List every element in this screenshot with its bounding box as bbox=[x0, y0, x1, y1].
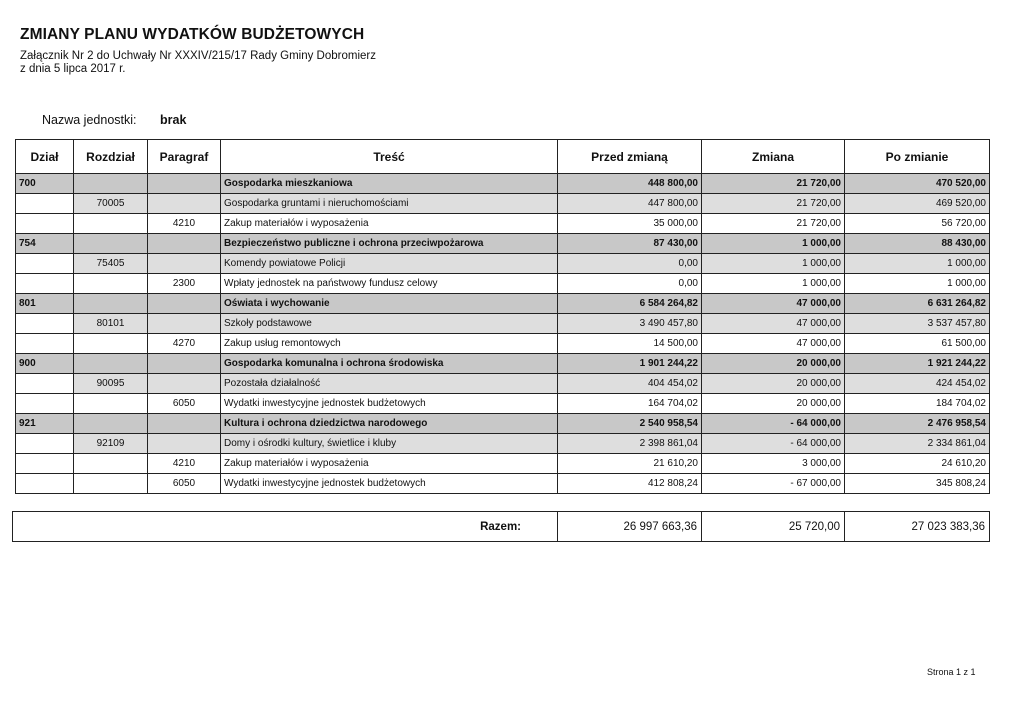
przed-zmiana-value: 6 584 264,82 bbox=[558, 294, 702, 314]
dzial-code: 900 bbox=[16, 354, 74, 374]
rozdzial-code bbox=[74, 354, 148, 374]
paragraf-code: 6050 bbox=[148, 394, 221, 414]
zmiana-value: - 67 000,00 bbox=[702, 474, 845, 494]
document-subtitle: Załącznik Nr 2 do Uchwały Nr XXXIV/215/17 Rady Gminy Dobromierz bbox=[20, 50, 376, 62]
unit-label: Nazwa jednostki: bbox=[42, 113, 137, 127]
po-zmianie-value: 184 704,02 bbox=[845, 394, 990, 414]
zmiana-value: 21 720,00 bbox=[702, 194, 845, 214]
przed-zmiana-value: 448 800,00 bbox=[558, 174, 702, 194]
paragraf-code bbox=[148, 254, 221, 274]
header-dzial: Dział bbox=[16, 140, 74, 174]
przed-zmiana-value: 14 500,00 bbox=[558, 334, 702, 354]
header-przed-zmiana: Przed zmianą bbox=[558, 140, 702, 174]
table-header-row bbox=[16, 140, 990, 174]
row-name: Bezpieczeństwo publiczne i ochrona przeciwpożarowa bbox=[221, 234, 558, 254]
header-rozdzial: Rozdział bbox=[74, 140, 148, 174]
row-name: Zakup usług remontowych bbox=[221, 334, 558, 354]
table-row-paragraf bbox=[16, 334, 990, 354]
zmiana-value: 3 000,00 bbox=[702, 454, 845, 474]
zmiana-value: 21 720,00 bbox=[702, 174, 845, 194]
zmiana-value: - 64 000,00 bbox=[702, 434, 845, 454]
paragraf-code bbox=[148, 374, 221, 394]
rozdzial-code bbox=[74, 214, 148, 234]
zmiana-value: 1 000,00 bbox=[702, 234, 845, 254]
row-name: Wydatki inwestycyjne jednostek budżetowych bbox=[221, 394, 558, 414]
header-paragraf: Paragraf bbox=[148, 140, 221, 174]
paragraf-code bbox=[148, 194, 221, 214]
dzial-code: 921 bbox=[16, 414, 74, 434]
dzial-code bbox=[16, 434, 74, 454]
po-zmianie-value: 469 520,00 bbox=[845, 194, 990, 214]
zmiana-value: 47 000,00 bbox=[702, 294, 845, 314]
summary-przed: 26 997 663,36 bbox=[558, 512, 702, 542]
table-row-paragraf bbox=[16, 274, 990, 294]
table-row-rozdzial bbox=[16, 254, 990, 274]
przed-zmiana-value: 3 490 457,80 bbox=[558, 314, 702, 334]
przed-zmiana-value: 0,00 bbox=[558, 254, 702, 274]
paragraf-code bbox=[148, 294, 221, 314]
row-name: Szkoły podstawowe bbox=[221, 314, 558, 334]
rozdzial-code: 80101 bbox=[74, 314, 148, 334]
summary-po: 27 023 383,36 bbox=[845, 512, 990, 542]
dzial-code bbox=[16, 214, 74, 234]
budget-table bbox=[15, 139, 990, 494]
dzial-code bbox=[16, 474, 74, 494]
header-zmiana: Zmiana bbox=[702, 140, 845, 174]
paragraf-code bbox=[148, 414, 221, 434]
przed-zmiana-value: 87 430,00 bbox=[558, 234, 702, 254]
row-name: Oświata i wychowanie bbox=[221, 294, 558, 314]
summary-row bbox=[13, 512, 990, 542]
rozdzial-code bbox=[74, 474, 148, 494]
zmiana-value: 21 720,00 bbox=[702, 214, 845, 234]
paragraf-code bbox=[148, 354, 221, 374]
dzial-code bbox=[16, 334, 74, 354]
po-zmianie-value: 24 610,20 bbox=[845, 454, 990, 474]
dzial-code: 754 bbox=[16, 234, 74, 254]
dzial-code bbox=[16, 394, 74, 414]
table-row-dzial bbox=[16, 294, 990, 314]
paragraf-code: 4270 bbox=[148, 334, 221, 354]
po-zmianie-value: 6 631 264,82 bbox=[845, 294, 990, 314]
paragraf-code bbox=[148, 174, 221, 194]
rozdzial-code bbox=[74, 234, 148, 254]
paragraf-code: 6050 bbox=[148, 474, 221, 494]
zmiana-value: - 64 000,00 bbox=[702, 414, 845, 434]
row-name: Domy i ośrodki kultury, świetlice i kluby bbox=[221, 434, 558, 454]
po-zmianie-value: 3 537 457,80 bbox=[845, 314, 990, 334]
przed-zmiana-value: 2 398 861,04 bbox=[558, 434, 702, 454]
rozdzial-code bbox=[74, 274, 148, 294]
table-body bbox=[16, 174, 990, 494]
przed-zmiana-value: 404 454,02 bbox=[558, 374, 702, 394]
rozdzial-code: 90095 bbox=[74, 374, 148, 394]
przed-zmiana-value: 412 808,24 bbox=[558, 474, 702, 494]
rozdzial-code: 70005 bbox=[74, 194, 148, 214]
po-zmianie-value: 1 000,00 bbox=[845, 254, 990, 274]
paragraf-code: 2300 bbox=[148, 274, 221, 294]
row-name: Kultura i ochrona dziedzictwa narodowego bbox=[221, 414, 558, 434]
page-number: Strona 1 z 1 bbox=[927, 667, 976, 677]
table-row-paragraf bbox=[16, 214, 990, 234]
zmiana-value: 20 000,00 bbox=[702, 374, 845, 394]
row-name: Gospodarka komunalna i ochrona środowiska bbox=[221, 354, 558, 374]
document-title: ZMIANY PLANU WYDATKÓW BUDŻETOWYCH bbox=[20, 26, 365, 43]
przed-zmiana-value: 35 000,00 bbox=[558, 214, 702, 234]
unit-value: brak bbox=[160, 113, 187, 127]
zmiana-value: 1 000,00 bbox=[702, 274, 845, 294]
zmiana-value: 47 000,00 bbox=[702, 314, 845, 334]
table-row-paragraf bbox=[16, 474, 990, 494]
po-zmianie-value: 88 430,00 bbox=[845, 234, 990, 254]
dzial-code bbox=[16, 194, 74, 214]
row-name: Pozostała działalność bbox=[221, 374, 558, 394]
po-zmianie-value: 1 000,00 bbox=[845, 274, 990, 294]
rozdzial-code bbox=[74, 334, 148, 354]
paragraf-code bbox=[148, 314, 221, 334]
summary-zmiana: 25 720,00 bbox=[702, 512, 845, 542]
po-zmianie-value: 61 500,00 bbox=[845, 334, 990, 354]
dzial-code: 801 bbox=[16, 294, 74, 314]
rozdzial-code bbox=[74, 174, 148, 194]
przed-zmiana-value: 21 610,20 bbox=[558, 454, 702, 474]
header-tresc: Treść bbox=[221, 140, 558, 174]
zmiana-value: 1 000,00 bbox=[702, 254, 845, 274]
dzial-code bbox=[16, 274, 74, 294]
row-name: Gospodarka mieszkaniowa bbox=[221, 174, 558, 194]
przed-zmiana-value: 0,00 bbox=[558, 274, 702, 294]
przed-zmiana-value: 1 901 244,22 bbox=[558, 354, 702, 374]
table-row-rozdzial bbox=[16, 434, 990, 454]
rozdzial-code bbox=[74, 394, 148, 414]
document-date: z dnia 5 lipca 2017 r. bbox=[20, 63, 126, 75]
table-row-dzial bbox=[16, 354, 990, 374]
paragraf-code bbox=[148, 434, 221, 454]
rozdzial-code bbox=[74, 454, 148, 474]
summary-table bbox=[12, 511, 990, 542]
rozdzial-code: 75405 bbox=[74, 254, 148, 274]
row-name: Wydatki inwestycyjne jednostek budżetowych bbox=[221, 474, 558, 494]
table-row-rozdzial bbox=[16, 374, 990, 394]
table-row-rozdzial bbox=[16, 194, 990, 214]
rozdzial-code bbox=[74, 414, 148, 434]
przed-zmiana-value: 447 800,00 bbox=[558, 194, 702, 214]
przed-zmiana-value: 2 540 958,54 bbox=[558, 414, 702, 434]
row-name: Komendy powiatowe Policji bbox=[221, 254, 558, 274]
rozdzial-code: 92109 bbox=[74, 434, 148, 454]
table-row-rozdzial bbox=[16, 314, 990, 334]
dzial-code bbox=[16, 374, 74, 394]
paragraf-code bbox=[148, 234, 221, 254]
table-row-dzial bbox=[16, 234, 990, 254]
table-row-paragraf bbox=[16, 454, 990, 474]
dzial-code bbox=[16, 454, 74, 474]
zmiana-value: 20 000,00 bbox=[702, 354, 845, 374]
przed-zmiana-value: 164 704,02 bbox=[558, 394, 702, 414]
po-zmianie-value: 1 921 244,22 bbox=[845, 354, 990, 374]
zmiana-value: 47 000,00 bbox=[702, 334, 845, 354]
zmiana-value: 20 000,00 bbox=[702, 394, 845, 414]
po-zmianie-value: 2 476 958,54 bbox=[845, 414, 990, 434]
header-po-zmianie: Po zmianie bbox=[845, 140, 990, 174]
po-zmianie-value: 2 334 861,04 bbox=[845, 434, 990, 454]
row-name: Gospodarka gruntami i nieruchomościami bbox=[221, 194, 558, 214]
table-row-dzial bbox=[16, 414, 990, 434]
paragraf-code: 4210 bbox=[148, 214, 221, 234]
po-zmianie-value: 56 720,00 bbox=[845, 214, 990, 234]
dzial-code bbox=[16, 314, 74, 334]
table-row-paragraf bbox=[16, 394, 990, 414]
row-name: Zakup materiałów i wyposażenia bbox=[221, 214, 558, 234]
table-row-dzial bbox=[16, 174, 990, 194]
rozdzial-code bbox=[74, 294, 148, 314]
summary-label: Razem: bbox=[13, 512, 558, 542]
dzial-code: 700 bbox=[16, 174, 74, 194]
po-zmianie-value: 345 808,24 bbox=[845, 474, 990, 494]
row-name: Wpłaty jednostek na państwowy fundusz celowy bbox=[221, 274, 558, 294]
po-zmianie-value: 470 520,00 bbox=[845, 174, 990, 194]
po-zmianie-value: 424 454,02 bbox=[845, 374, 990, 394]
row-name: Zakup materiałów i wyposażenia bbox=[221, 454, 558, 474]
paragraf-code: 4210 bbox=[148, 454, 221, 474]
dzial-code bbox=[16, 254, 74, 274]
